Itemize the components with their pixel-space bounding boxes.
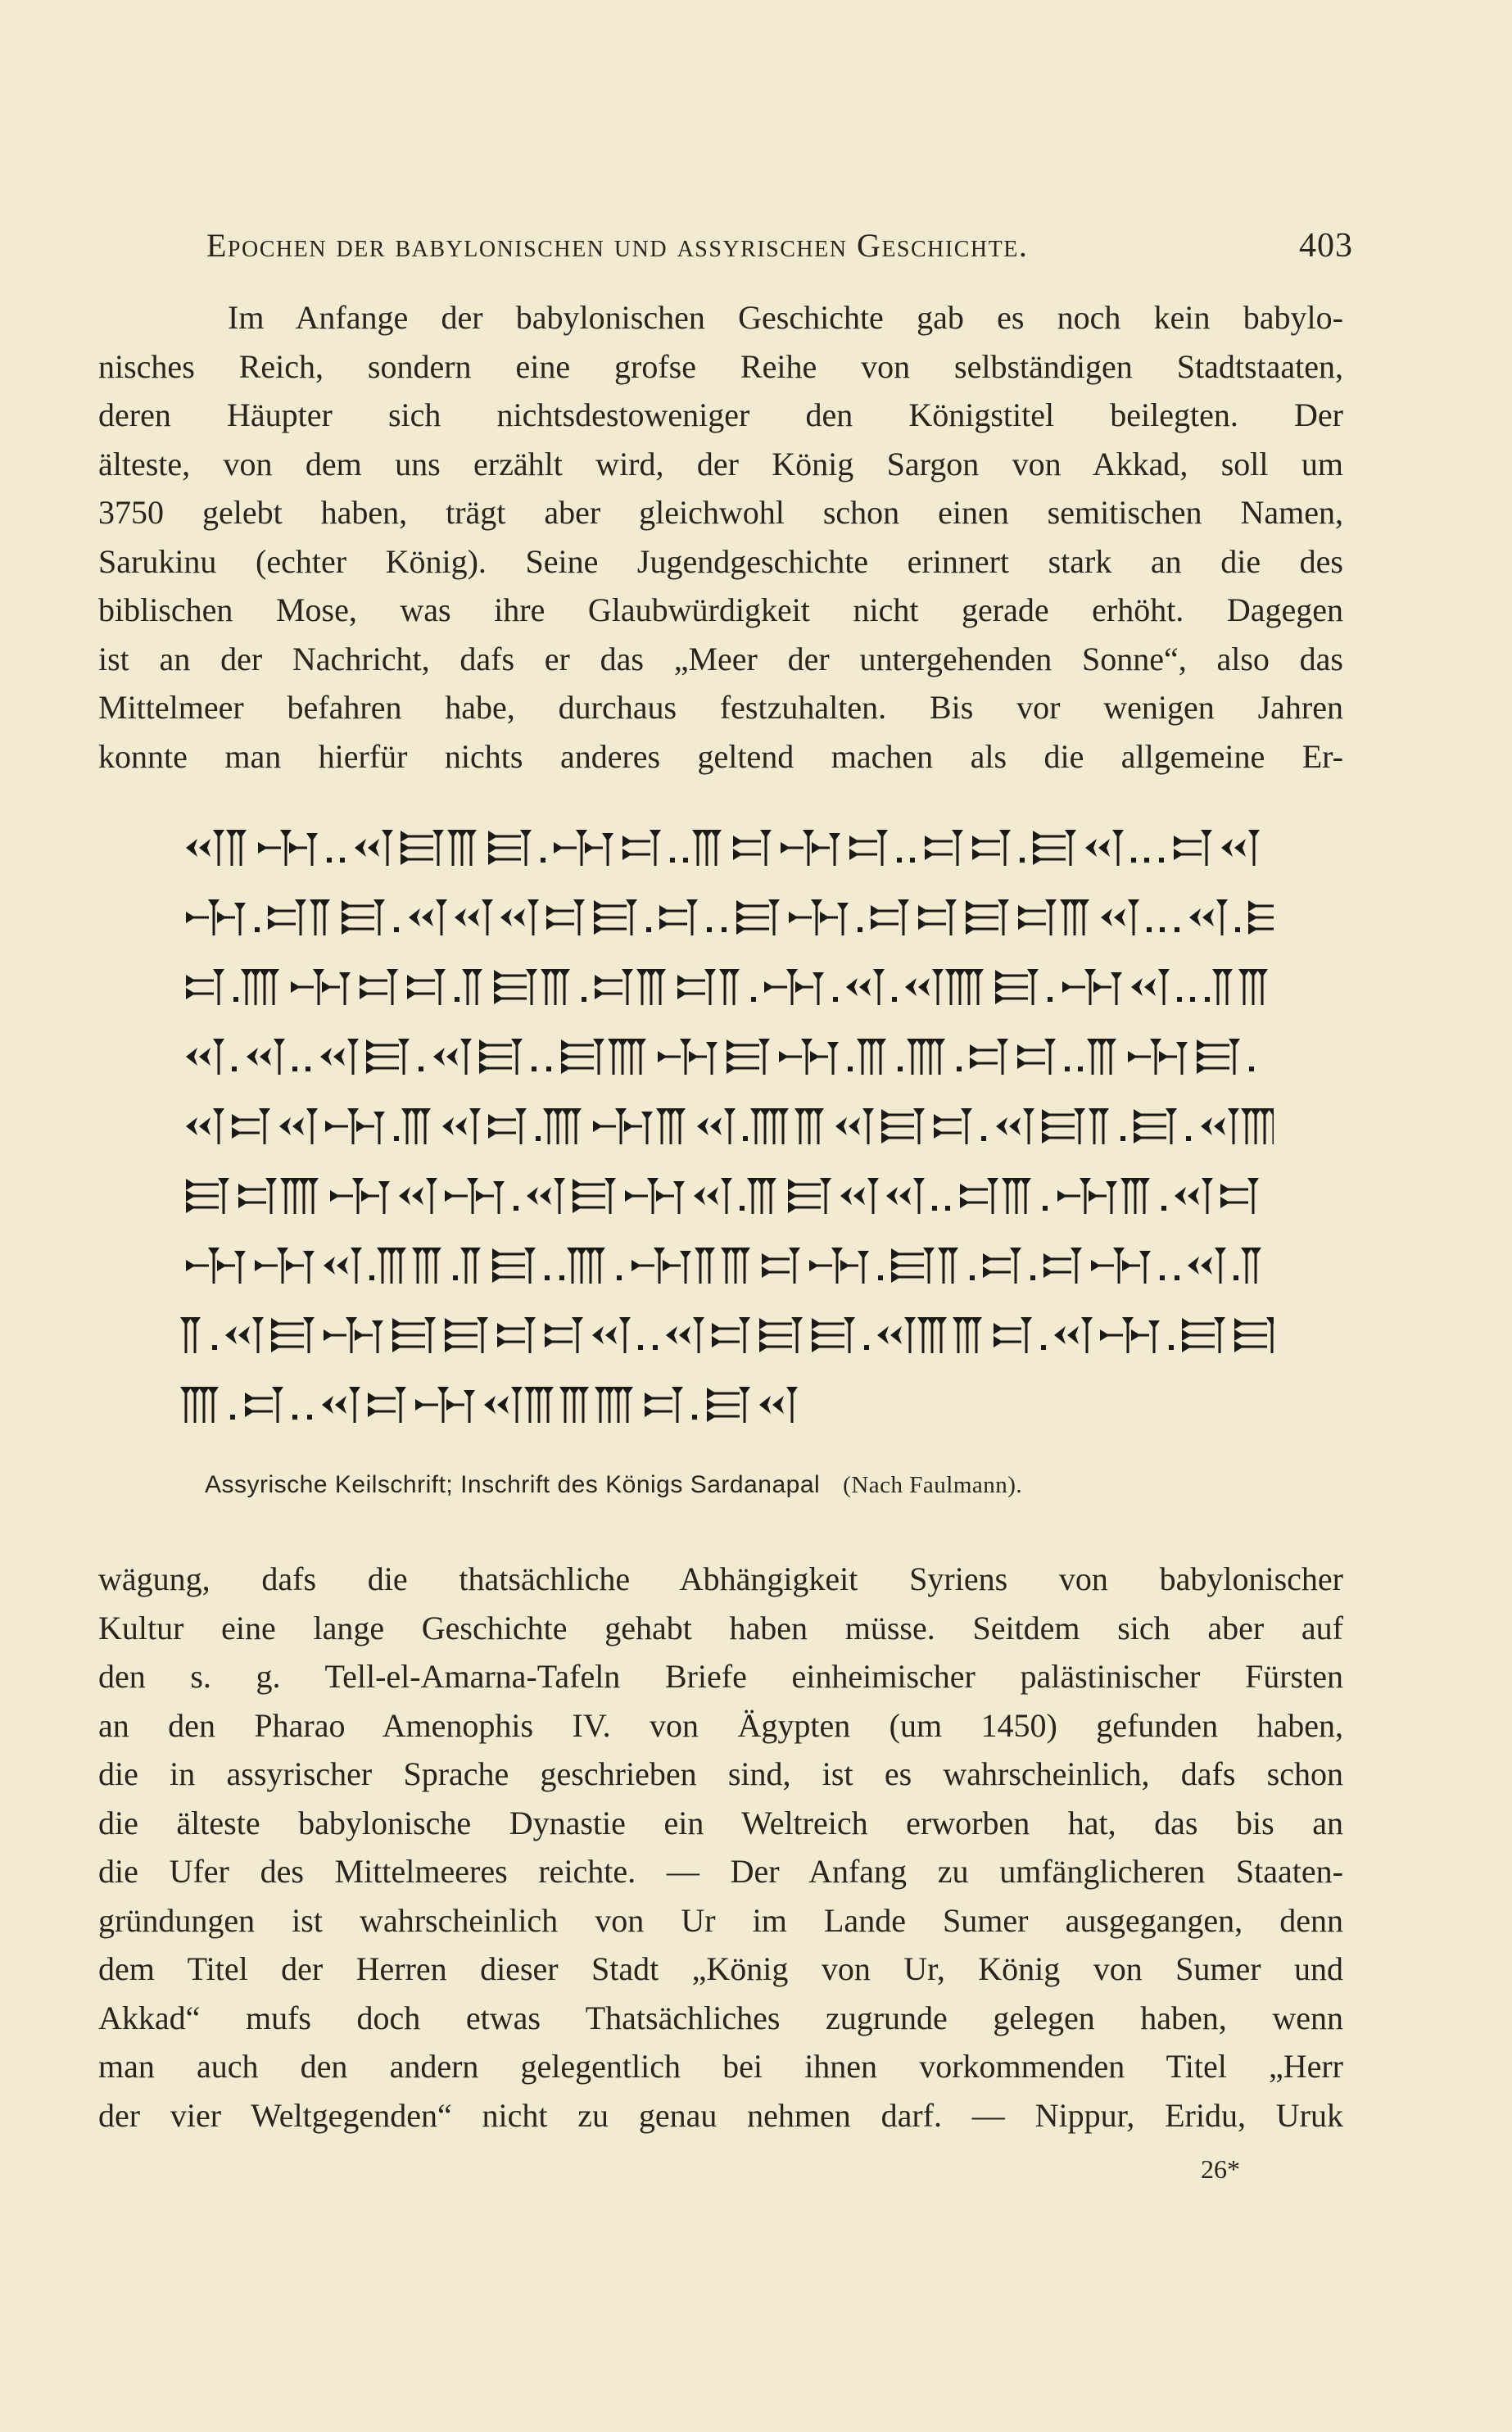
text-line: Im Anfange der babylonischen Geschichte gab es noch kein babylo- xyxy=(228,299,1343,336)
caption-text: Assyrische Keilschrift; Inschrift des Königs Sardanapal xyxy=(205,1471,821,1498)
text-line: deren Häupter sich nichtsdestoweniger den Königstitel beilegten. Der xyxy=(98,396,1343,433)
signature-mark: 26* xyxy=(1201,2154,1240,2184)
cuneiform-row xyxy=(180,1387,798,1423)
text-line: wägung, dafs die thatsächliche Abhängigkeit Syriens von babylonischer xyxy=(98,1560,1343,1597)
page-number: 403 xyxy=(1299,227,1353,265)
figure-caption xyxy=(205,1471,1253,1499)
text-line: dem Titel der Herren dieser Stadt „König von Ur, König von Sumer und xyxy=(98,1950,1343,1987)
cuneiform-row xyxy=(180,1317,1274,1353)
cuneiform-row xyxy=(186,830,1260,866)
text-line: Mittelmeer befahren habe, durchaus festzuhalten. Bis vor wenigen Jahren xyxy=(98,689,1343,726)
text-line: man auch den andern gelegentlich bei ihnen vorkommenden Titel „Herr xyxy=(98,2048,1343,2085)
cuneiform-row xyxy=(186,1039,1254,1075)
text-line: die älteste babylonische Dynastie ein Weltreich erworben hat, das bis an xyxy=(98,1804,1343,1841)
text-line: den s. g. Tell-el-Amarna-Tafeln Briefe einheimischer palästinischer Fürsten xyxy=(98,1658,1343,1695)
cuneiform-row xyxy=(186,1248,1261,1284)
text-line: gründungen ist wahrscheinlich von Ur im Lande Sumer ausgegangen, denn xyxy=(98,1901,1343,1939)
text-line: der vier Weltgegenden“ nicht zu genau nehmen darf. — Nippur, Eridu, Uruk xyxy=(98,2096,1343,2134)
cuneiform-row xyxy=(186,969,1268,1005)
cuneiform-row xyxy=(186,899,1274,935)
cuneiform-figure xyxy=(176,807,1274,1454)
caption-source: (Nach Faulmann). xyxy=(843,1472,1023,1498)
running-header xyxy=(206,220,1353,269)
cuneiform-inscription-image xyxy=(176,807,1274,1454)
text-line: älteste, von dem uns erzählt wird, der König Sargon von Akkad, soll um xyxy=(98,445,1343,482)
text-line: Sarukinu (echter König). Seine Jugendgeschichte erinnert stark an die des xyxy=(98,542,1343,580)
paragraph-1 xyxy=(98,293,1343,781)
cuneiform-row xyxy=(186,1108,1274,1144)
paragraph-2 xyxy=(98,1555,1343,2140)
text-line: an den Pharao Amenophis IV. von Ägypten (um 1450) gefunden haben, xyxy=(98,1706,1343,1744)
text-line: die in assyrischer Sprache geschrieben sind, ist es wahrscheinlich, dafs schon xyxy=(98,1755,1343,1792)
cuneiform-row xyxy=(186,1178,1259,1214)
text-line: 3750 gelebt haben, trägt aber gleichwohl schon einen semitischen Namen, xyxy=(98,494,1343,531)
text-line: konnte man hierfür nichts anderes geltend machen als die allgemeine Er- xyxy=(98,737,1343,775)
text-line: ist an der Nachricht, dafs er das „Meer der untergehenden Sonne“, also das xyxy=(98,640,1343,677)
text-line: Akkad“ mufs doch etwas Thatsächliches zugrunde gelegen haben, wenn xyxy=(98,1999,1343,2036)
text-line: die Ufer des Mittelmeeres reichte. — Der Anfang zu umfänglicheren Staaten- xyxy=(98,1853,1343,1890)
text-line: nisches Reich, sondern eine grofse Reihe von selbständigen Stadtstaaten, xyxy=(98,347,1343,385)
text-line: Kultur eine lange Geschichte gehabt haben müsse. Seitdem sich aber auf xyxy=(98,1609,1343,1646)
header-title: Epochen der babylonischen und assyrischen Geschichte. xyxy=(206,227,1029,264)
text-line: biblischen Mose, was ihre Glaubwürdigkeit nicht gerade erhöht. Dagegen xyxy=(98,591,1343,628)
